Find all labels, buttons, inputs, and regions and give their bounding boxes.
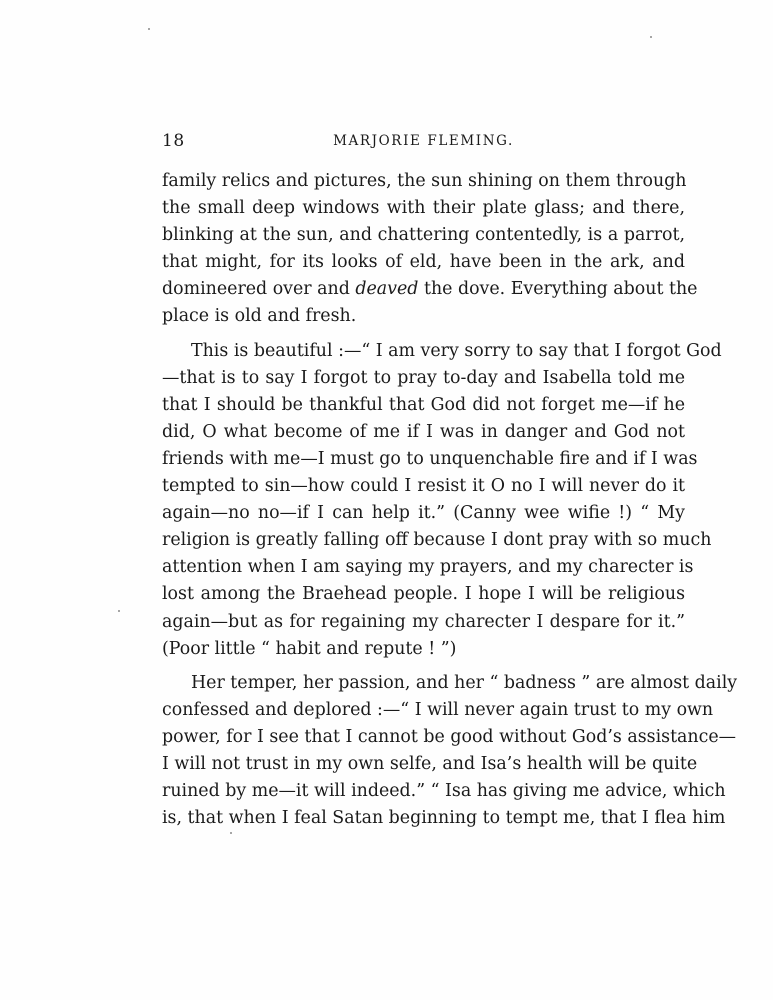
text-line: power, for I see that I cannot be good without God’s assistance— bbox=[162, 726, 737, 747]
scan-speck bbox=[230, 832, 232, 834]
text-line: place is old and fresh. bbox=[162, 306, 357, 327]
text-line: —that is to say I forgot to pray to-day and Isabella told me bbox=[162, 367, 685, 388]
text-line: tempted to sin—how could I resist it O no I will never do it bbox=[162, 476, 685, 497]
text-run: the dove. Everything about the bbox=[418, 279, 698, 300]
text-line: the small deep windows with their plate glass; and there, bbox=[162, 198, 685, 219]
paragraph-1 bbox=[162, 168, 698, 331]
text-line: friends with me—I must go to unquenchable fire and if I was bbox=[162, 448, 698, 469]
paragraph-3 bbox=[162, 670, 738, 833]
text-line: is, that when I feal Satan beginning to tempt me, that I flea him bbox=[162, 808, 726, 829]
text-line: that might, for its looks of eld, have been in the ark, and bbox=[162, 252, 685, 273]
page-number: 18 bbox=[162, 131, 185, 151]
text-line: again—no no—if I can help it.” (Canny wee wifie !) “ My bbox=[162, 503, 685, 524]
text-line bbox=[162, 276, 698, 303]
text-line: religion is greatly falling off because I dont pray with so much bbox=[162, 530, 712, 551]
text-line: again—but as for regaining my charecter I despare for it.” bbox=[162, 611, 685, 632]
text-line: blinking at the sun, and chattering contentedly, is a parrot, bbox=[162, 225, 685, 246]
text-line: ruined by me—it will indeed.” “ Isa has giving me advice, which bbox=[162, 781, 726, 802]
text-line: (Poor little “ habit and repute ! ”) bbox=[162, 638, 457, 659]
text-line: This is beautiful :—“ I am very sorry to say that I forgot God bbox=[191, 340, 722, 361]
italic-word: deaved bbox=[355, 279, 419, 300]
page-header bbox=[162, 131, 685, 155]
running-title: MARJORIE FLEMING. bbox=[333, 133, 514, 149]
text-run: domineered over and bbox=[162, 279, 356, 300]
text-line: confessed and deplored :—“ I will never again trust to my own bbox=[162, 699, 714, 720]
text-line: lost among the Braehead people. I hope I will be religious bbox=[162, 584, 685, 605]
scan-speck bbox=[148, 28, 150, 30]
text-line: I will not trust in my own selfe, and Isa’s health will be quite bbox=[162, 753, 698, 774]
text-line: did, O what become of me if I was in danger and God not bbox=[162, 421, 685, 442]
text-line: that I should be thankful that God did not forget me—if he bbox=[162, 394, 685, 415]
paragraph-2 bbox=[162, 338, 722, 663]
scan-speck bbox=[650, 36, 652, 38]
text-line: family relics and pictures, the sun shining on them through bbox=[162, 171, 687, 191]
text-line: Her temper, her passion, and her “ badness ” are almost daily bbox=[191, 672, 738, 693]
scan-speck bbox=[118, 610, 120, 612]
text-line: attention when I am saying my prayers, and my charecter is bbox=[162, 557, 694, 578]
body-text bbox=[162, 168, 738, 832]
